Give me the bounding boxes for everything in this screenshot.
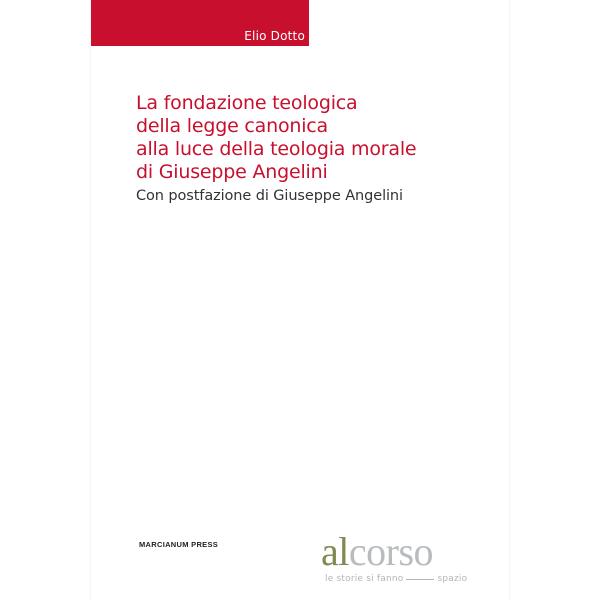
series-name-part-a: al [321,529,349,574]
author-name: Elio Dotto [244,29,305,43]
series-name-part-b: corso [348,529,434,574]
tagline-blank-line [406,579,434,580]
title-line-3: alla luce della teologia morale [136,138,417,160]
title-line-2: della legge canonica [136,115,328,137]
series-tagline [325,574,467,584]
author-band [91,0,309,46]
series-name [321,529,434,574]
series-tagline-start: le storie si fanno [325,574,404,584]
series-logo [321,529,471,592]
title-line-4: di Giuseppe Angelini [136,161,328,183]
title-line-1: La fondazione teologica [136,92,358,114]
title-block [136,92,496,206]
publisher-name: MARCIANUM PRESS [139,540,219,549]
subtitle: Con postfazione di Giuseppe Angelini [136,188,403,204]
series-tagline-end: spazio [437,574,468,584]
book-cover [91,0,509,600]
